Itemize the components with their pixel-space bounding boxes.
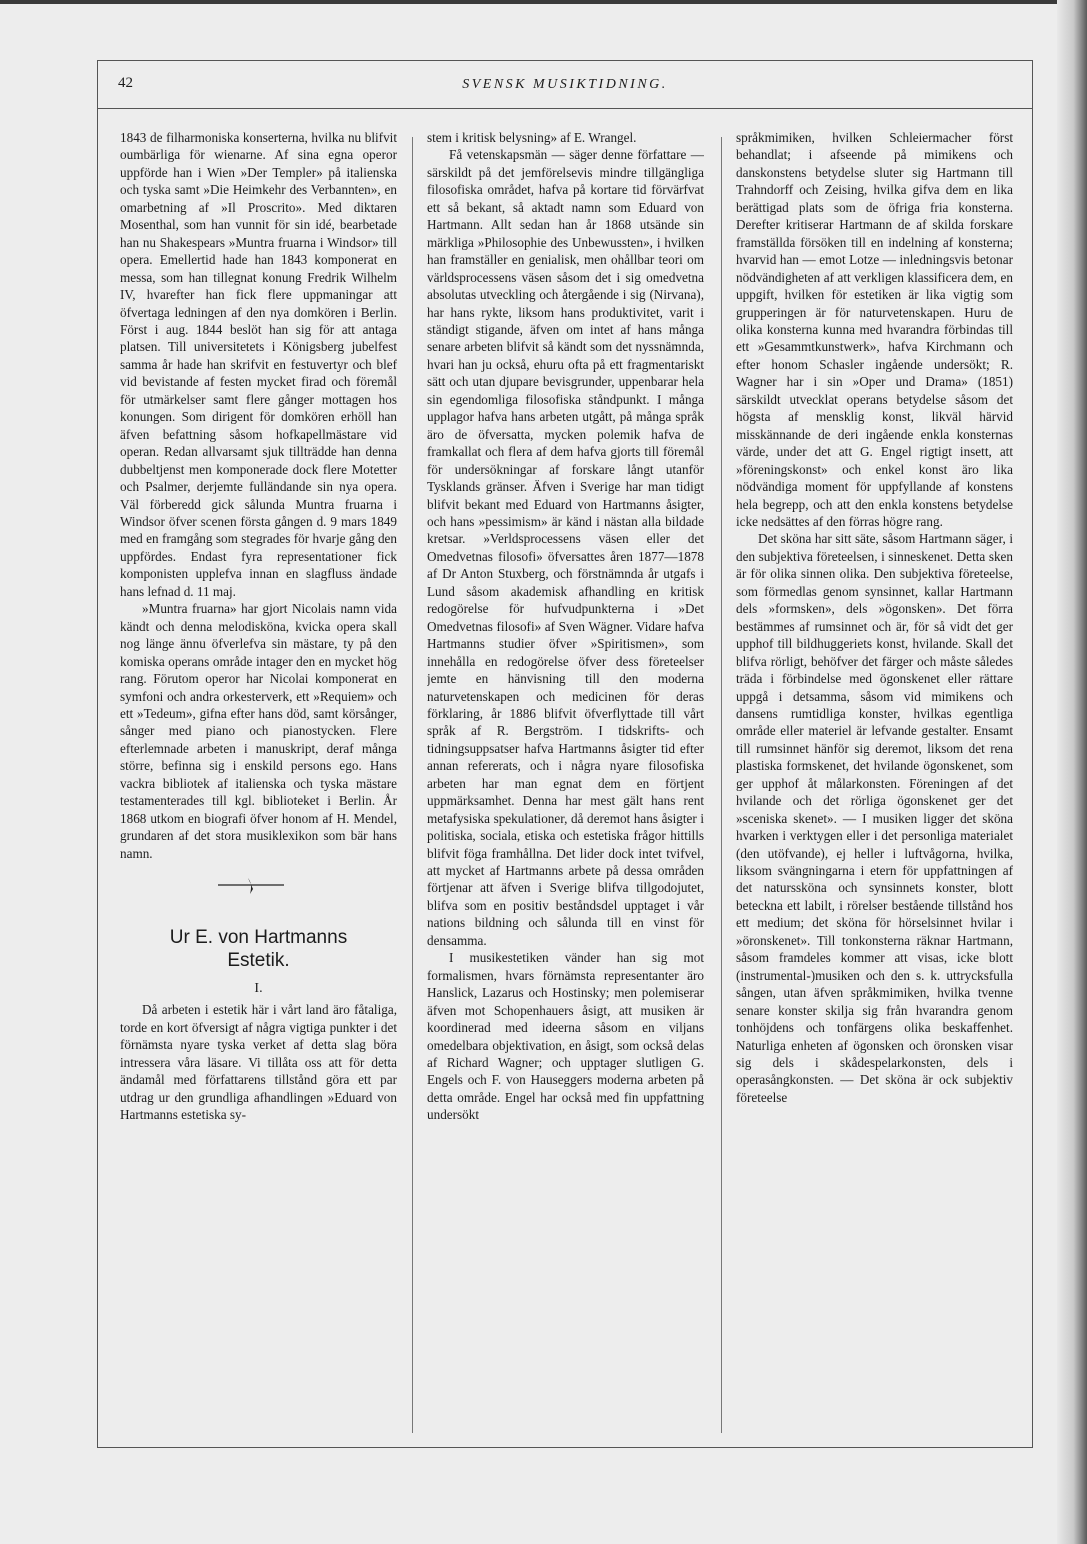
paragraph: Få vetenskapsmän — säger denne författare — särskildt på det jemförelsevis mindre tillgängliga filosofiska området, hafva på kortare tid förvärfvat ett så bekant, så aktadt namn som Eduard von Hartmann. Allt sedan han år 1868 utsände sin märkliga »Philosophie des Unbewussten», i hvilken han framställer en genialisk, men ohållbar teori om världsprocessens väsen såsom det i sig omedvetna absolutas utveckling och återgående i sig (Nirvana), har hans rykte, liksom hans produktivitet, varit i ständigt stigande, äfven om intet af hans många senare arbeten blifvit så kändt som det nyssnämnda, hvari han ju också, ehuru ofta på ett fragmentariskt sätt och utan djupare bevisgrunder, uppenbarar hela sin egendomliga filosofiska ståndpunkt. I många upplagor hafva hans arbeten utgått, på många språk äro de öfversatta, mycken polemik hafva de framkallat och flera af dem hafva gjorts till föremål för undersökningar af forskare långt utanför Tysklands gränser. Äfven i Sverige har man tidigt blifvit bekant med Eduard von Hartmanns åsigter, och hans »pessimism» är känd i nästan alla bildade kretsar. »Verldsprocessens väsen eller det Omedvetnas filosofi» öfversattes åren 1877—1878 af Dr Anton Stuxberg, och förstnämnda år utgafs i Lund såsom akademisk afhandling en kritisk redogörelse för hufvudpunkterna i »Det Omedvetnas filosofi» af Sven Wägner. Vidare hafva Hartmanns studier öfver »Spiritismen», som innehålla en redogörelse öfver dess företeelser jemte en hänvisning till den moderna naturvetenskapen och medicinen för deras förklaring, år 1886 blifvit öfverflyttade till vårt språk af R. Bergström. I tidskrifts- och tidningsuppsatser hafva Hartmanns åsigter tid efter annan refererats, och i några nyare filosofiska arbeten har man egnat dem en förtjent uppmärksamhet. Denna har mest gält hans rent metafysiska spekulationer, då deremot hans åsigter i politiska, sociala, etiska och estetiska frågor hittills blifvit föga framhållna. Det lider dock intet tvifvel, att mycket af Hartmanns arbete på dessa områden förtjenar att äfven i Sverige blifva tillgodojutet, blifva som en positiv beståndsdel upptaget i vår nations bildning och sålunda till en vinst för densamma.: [427, 147, 704, 948]
article-title: [120, 926, 397, 972]
section-number: I.: [254, 981, 263, 997]
flourish-icon: [216, 876, 286, 896]
scan-top-edge: [0, 0, 1087, 4]
paragraph: »Muntra fruarna» har gjort Nicolais namn vida kändt och denna melodisköna, kvicka opera skall nog länge ännu öfverlefva sin mästare, ty på den komiska operans område intager den en mycket hög rang. Förutom operor har Nicolai komponerat en symfoni och andra orkesterverk, ett »Requiem» och ett »Tedeum», gifna efter hans död, samt körsånger, sånger med piano och pianostycken. Flere efterlemnade arbeten i manuskript, deraf många större, befinna sig i enskild persons ego. Hans vackra bibliotek af italienska och tyska mästare testamenterades till kgl. biblioteket i Berlin. År 1868 utkom en biografi öfver honom af H. Mendel, grundaren af det stora musiklexikon som bär hans namn.: [120, 601, 397, 861]
article-title-line: Estetik.: [227, 950, 290, 972]
page-number: 42: [118, 75, 133, 91]
journal-page: [97, 60, 1033, 1448]
paragraph: 1843 de filharmoniska konserterna, hvilka nu blifvit oumbärliga för wienarne. Af sina egna operor uppförde han i Wien »Der Templer» på italienska och tyska samt »Die Heimkehr des Verbannten», en omarbetning af »Il Proscrito». Med diktaren Mosenthal, som han vunnit för sin idé, bearbetade han nu Shakespears »Muntra fruarna i Windsor» till opera. Emellertid hade han 1843 komponerat en messa, som han tillegnat konung Fredrik Wilhelm IV, hvarefter han fick flere uppmaningar att öfvertaga ledningen af den nya domkören i Berlin. Först i aug. 1844 beslöt han sig för att antaga platsen. Till universitetets i Königsberg jubelfest samma år hade han skrifvit en festuvertyr och blef vid bevistande af festen mycket firad och föremål för utmärkelser samt flere gånger mottagen hos konungen. Som dirigent för domkören erhöll han äfven befattning såsom hofkapellmästare vid operan. Redan allvarsamt sjuk tillträdde han denna dubbeltjenst men komponerade dock flere Motetter och Psalmer, derjemte fulländande sin nya opera. Väl förberedd gick sålunda Muntra fruarna i Windsor öfver scenen första gången d. 9 mars 1849 med en framgång som stegrades för hvarje gång den uppfördes. Endast fyra representationer fick komponisten upplefva innan en slagfluss ändade hans lefnad d. 11 maj.: [120, 130, 397, 599]
paragraph: Då arbeten i estetik här i vårt land äro fåtaliga, torde en kort öfversigt af några vigtiga punkter i det förnämsta nyare tyska verket af detta slag böra intressera våra läsare. Vi tillåta oss att för detta ändamål med författarens tillstånd göra ett par utdrag ur den grundliga afhandlingen »Eduard von Hartmanns estetiska sy-: [120, 1002, 397, 1123]
journal-title: SVENSK MUSIKTIDNING.: [462, 77, 668, 92]
paragraph: stem i kritisk belysning» af E. Wrangel.: [427, 130, 637, 145]
paragraph: språkmimiken, hvilken Schleiermacher först behandlat; i afseende på mimikens och danskonstens betydelse sluter sig Hartmann till Trahndorff och Zeising, hvilka gifva dem en lika berättigad plats som de öfriga fria konsterna. Derefter kritiserar Hartmann de af skilda forskare framställda försöken till en indelning af konsterna; hvarvid han — emot Lotze — inledningsvis betonar nödvändigheten af att verkligen klassificera dem, en uppgift, hvilken för estetiken är lika vigtig som grupperingen är för naturvetenskapen. Huru de olika konsterna kunna med hvarandra förbindas till ett »Gesammtkunstwerk», hafva Kirchmann och efter honom Schasler ingående undersökt; R. Wagner har i sin »Oper und Drama» (1851) särskildt utvecklat operans betydelse såsom det högsta af mensklig konst, likväl härvid misskännande de deri ingående enkla konsternas värde, under det att G. Engel rigtigt insett, att »föreningskonst» och enkel konst äro lika nödvändiga moment för uppfyllande af konstens hela begrepp, och att den enkla konstens betydelse icke nedsättes af den förras högre rang.: [736, 130, 1013, 529]
page-header: [98, 61, 1032, 109]
paragraph: I musikestetiken vänder han sig mot formalismen, hvars förnämsta representanter äro Hanslick, Lazarus och Hostinsky; men polemiserar äfven mot Schopenhauers åsigt, att musiken är koordinerad med ideerna såsom en viljans omedelbara objektivation, en åsigt, som också delas af Richard Wagner; och upptager slutligen G. Engels och F. von Hauseggers moderna arbeten på detta område. Engel har också med fin uppfattning undersökt: [427, 950, 704, 1123]
article-title-line: Ur E. von Hartmanns: [169, 927, 348, 949]
column-rule: [412, 137, 413, 1433]
text-column-2: [427, 129, 704, 1433]
column-rule: [721, 137, 722, 1433]
text-column-1: [120, 129, 397, 1433]
paragraph: Det sköna har sitt säte, såsom Hartmann säger, i den subjektiva företeelsen, i sinneskenet. Detta sken är för olika sinnen olika. Den subjektiva företeelse, som förmedlas genom synsinnet, kallar Hartmann dels »formsken», dels »ögonsken». Det förra bestämmes af rumsinnet och är, för så vidt det ger upphof till bildhuggeriets konst, hvilande. Skall det blifva rörligt, behöfver det färger och måste således träda i förbindelse med ögonskenet eller rättare uppgå i detsamma, såsom vid mimikens och dansens rumtidliga konster, hvilkas egentliga område eller materiel är lefvande gestalter. Ensamt till rumsinnet hänför sig deremot, liksom det rena plastiska formskenet, det hvilande ögonskenet, som ger upphof åt målarkonsten. Föreningen af det hvilande och det rörliga ögonskenet ger det »sceniska skenet». — I musiken ligger det sköna hvarken i verktygen eller i det personliga materialet (den utöfvande), ej heller i luftvågorna, hvilka, liksom svängningarna i etern för uppfattningen af det naturssköna och synsinnets konster, blott beteckna ett labilt, i rörelser bestående tillstånd hos ett medium; det sköna för hörselsinnet hvilar i »öronskenet». Till tonkonsterna räknar Hartmann, såsom framdeles kommer att visas, icke blott (instrumental-)musiken och den s. k. uttrycksfulla sången, utan äfven språkmimiken, hvilka tvenne senare konster skilja sig från hvarandra genom tonhöjdens och tonfärgens olika beskaffenhet. Naturliga enheten af ögonsken och öronsken visar sig dels i skådespelarkonsten, dels i operasångkonsten. — Det sköna är ock subjektiv företeelse: [736, 531, 1013, 1105]
ornament-divider: [120, 866, 397, 926]
scan-right-edge: [1057, 0, 1087, 1544]
text-column-3: [736, 129, 1013, 1433]
